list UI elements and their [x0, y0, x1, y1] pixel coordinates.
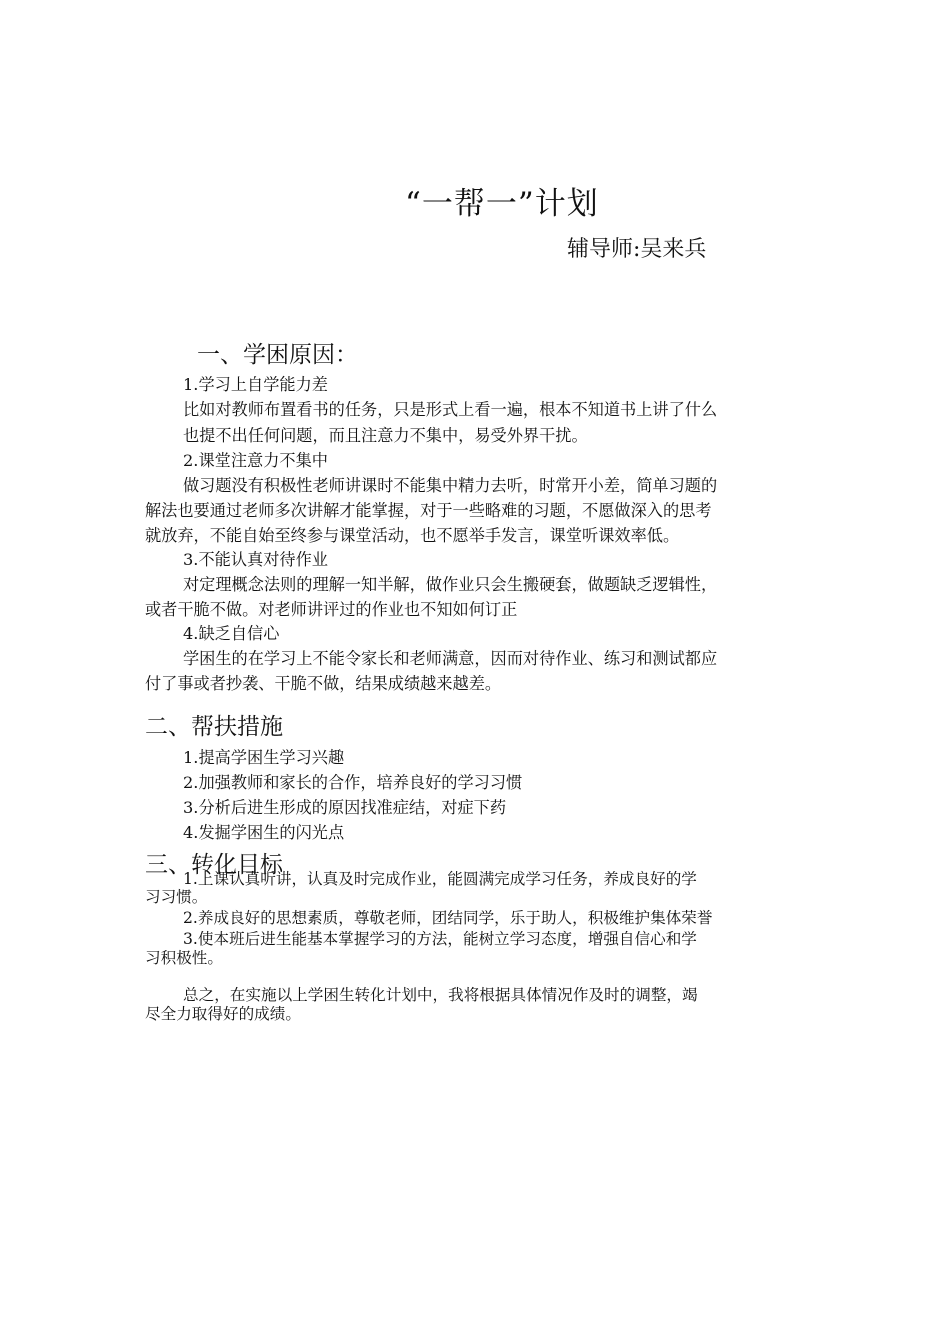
section1-item4-line2: 付了事或者抄袭、干脆不做，结果成绩越来越差。: [145, 674, 502, 693]
section2-item3: 3.分析后进生形成的原因找准症结，对症下药: [183, 798, 507, 817]
section2-item4: 4.发掘学困生的闪光点: [183, 823, 345, 842]
section1-heading: 一、学困原因：: [197, 342, 358, 368]
section1-item1-label: 1.学习上自学能力差: [183, 375, 328, 394]
section1-item3-line1: 对定理概念法则的理解一知半解，做作业只会生搬硬套，做题缺乏逻辑性，: [183, 575, 718, 594]
section1-item4-label: 4.缺乏自信心: [183, 624, 280, 643]
section1-item3-line2: 或者干脆不做。对老师讲评过的作业也不知如何订正: [145, 600, 518, 619]
section1-item2-line3: 就放弃，不能自始至终参与课堂活动，也不愿举手发言，课堂听课效率低。: [145, 526, 680, 545]
section1-item1-line2: 也提不出任何问题，而且注意力不集中，易受外界干扰。: [183, 426, 588, 445]
section3-line5: 习积极性。: [145, 949, 223, 967]
section1-item1-line1: 比如对教师布置看书的任务，只是形式上看一遍，根本不知道书上讲了什么: [183, 400, 718, 419]
section1-item2-line2: 解法也要通过老师多次讲解才能掌握，对于一些略难的习题，不愿做深入的思考: [145, 501, 712, 520]
section3-line4: 3.使本班后进生能基本掌握学习的方法，能树立学习态度，增强自信心和学: [183, 930, 697, 948]
section2-item2: 2.加强教师和家长的合作，培养良好的学习习惯: [183, 773, 523, 792]
section1-item3-label: 3.不能认真对待作业: [183, 550, 328, 569]
section2-item1: 1.提高学困生学习兴趣: [183, 748, 345, 767]
section1-item2-line1: 做习题没有积极性老师讲课时不能集中精力去听，时常开小差，简单习题的: [183, 476, 718, 495]
conclusion-line2: 尽全力取得好的成绩。: [145, 1005, 301, 1023]
conclusion-line1: 总之，在实施以上学困生转化计划中，我将根据具体情况作及时的调整，竭: [183, 986, 698, 1004]
section1-item2-label: 2.课堂注意力不集中: [183, 451, 328, 470]
section3-line1: 1.上课认真听讲，认真及时完成作业，能圆满完成学习任务，养成良好的学: [183, 870, 697, 888]
section1-item4-line1: 学困生的在学习上不能令家长和老师满意，因而对待作业、练习和测试都应: [183, 649, 718, 668]
section3-line3: 2.养成良好的思想素质，尊敬老师，团结同学，乐于助人，积极维护集体荣誉: [183, 909, 713, 927]
section3-line2: 习习惯。: [145, 888, 208, 906]
section2-heading: 二、帮扶措施: [145, 714, 283, 740]
section3-heading: 三、转化目标: [145, 852, 283, 878]
document-title: “一帮一”计划: [405, 186, 599, 222]
author-line: 辅导师:吴来兵: [567, 237, 707, 262]
